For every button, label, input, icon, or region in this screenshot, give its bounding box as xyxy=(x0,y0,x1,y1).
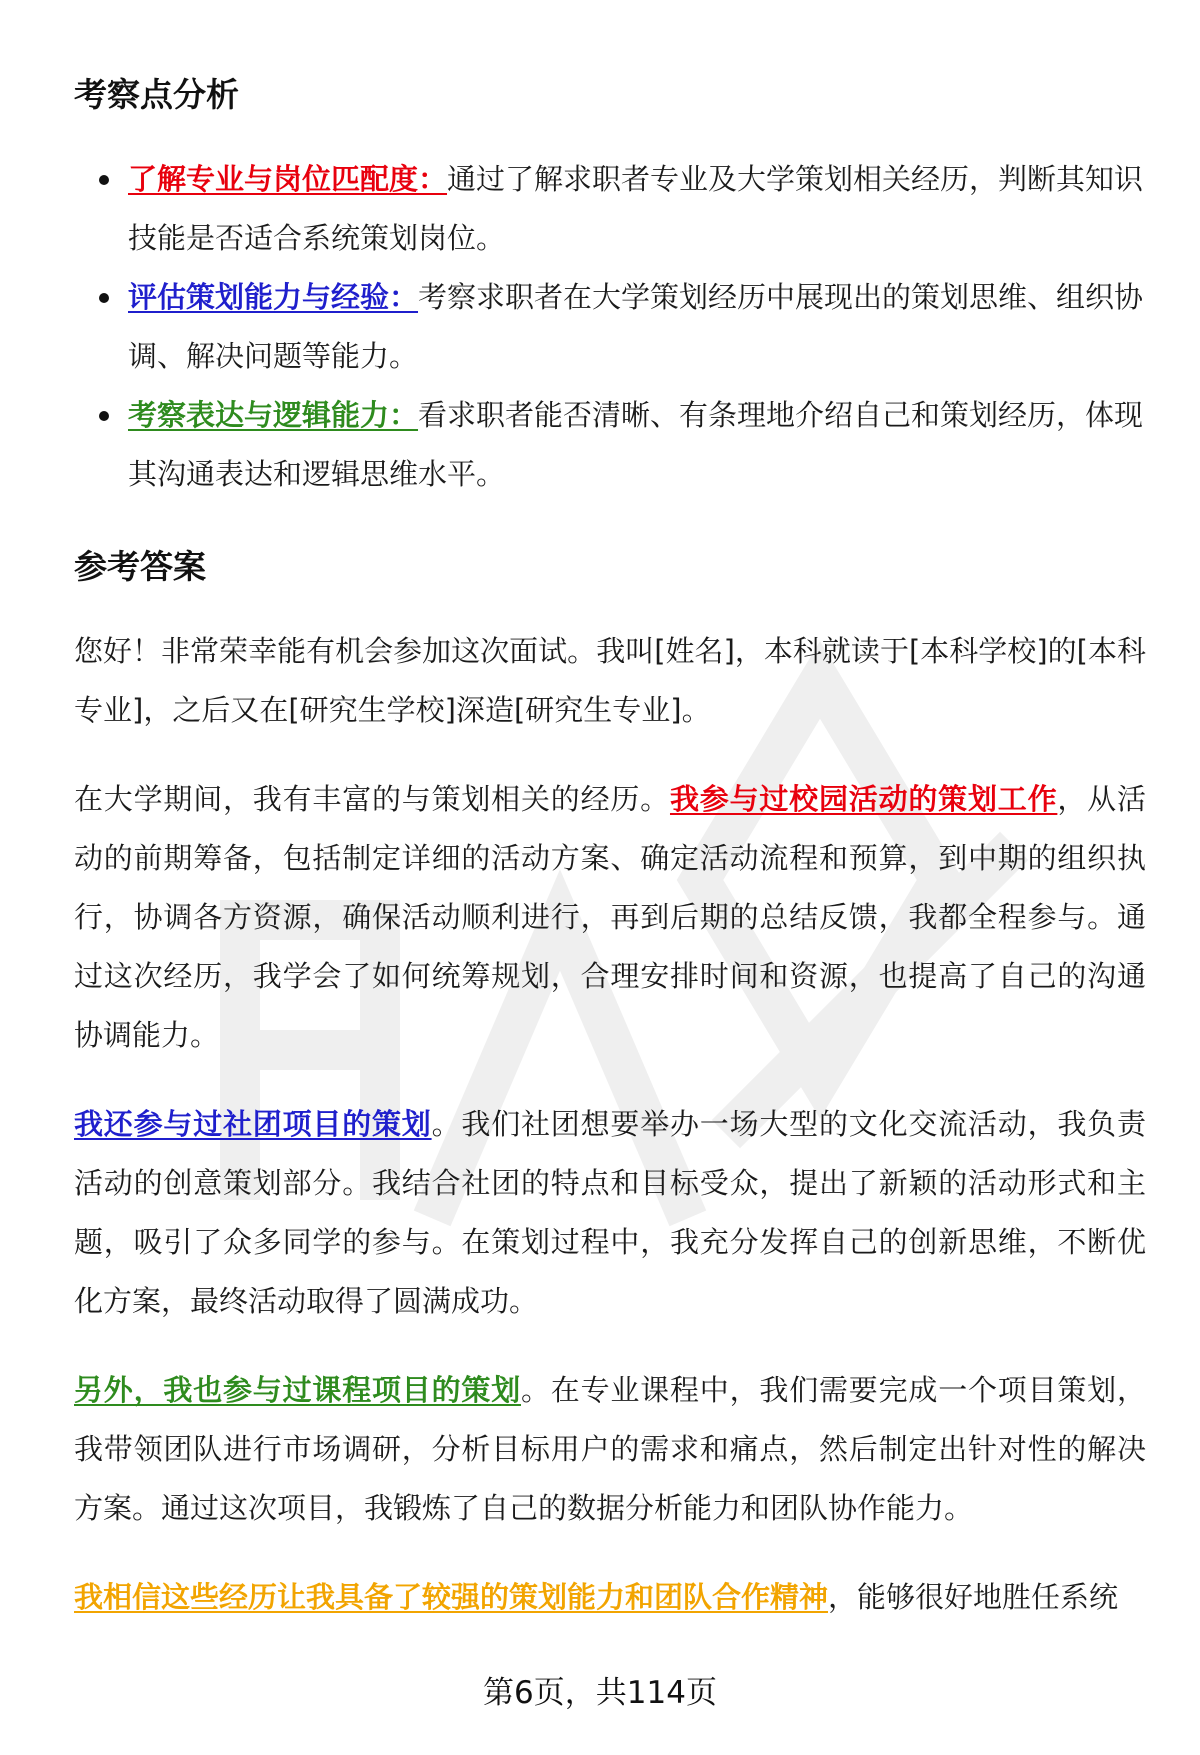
answer-paragraph-conclusion xyxy=(74,1568,1146,1627)
point-text: 考察求职者在大学策划经历中展现出的策划思维、组织协调、解决问题等能力。 xyxy=(128,280,1144,373)
point-text: 看求职者能否清晰、有条理地介绍自己和策划经历，体现其沟通表达和逻辑思维水平。 xyxy=(128,398,1144,491)
point-keyword: 考察表达与逻辑能力： xyxy=(128,398,419,432)
answer-paragraph-course xyxy=(74,1361,1146,1538)
page-content xyxy=(74,70,1146,1657)
point-text: 通过了解求职者专业及大学策划相关经历，判断其知识技能是否适合系统策划岗位。 xyxy=(128,162,1144,255)
bullet-dot-icon xyxy=(99,411,109,421)
list-item xyxy=(74,386,1146,504)
analysis-point-list xyxy=(74,150,1146,504)
point-keyword: 评估策划能力与经验： xyxy=(128,280,419,314)
bullet-dot-icon xyxy=(99,175,109,185)
list-item xyxy=(74,150,1146,268)
paragraph-text: 。在专业课程中，我们需要完成一个项目策划，我带领团队进行市场调研，分析目标用户的需求和痛点，然后制定出针对性的解决方案。通过这次项目，我锻炼了自己的数据分析能力和团队协作能力。 xyxy=(74,1373,1146,1525)
bullet-dot-icon xyxy=(99,293,109,303)
answer-paragraph-intro xyxy=(74,622,1146,740)
answer-heading: 参考答案 xyxy=(74,547,206,586)
analysis-heading: 考察点分析 xyxy=(74,75,239,114)
highlight-text: 我参与过校园活动的策划工作 xyxy=(669,782,1058,816)
highlight-text: 我还参与过社团项目的策划 xyxy=(74,1107,432,1141)
paragraph-text: 在大学期间，我有丰富的与策划相关的经历。 xyxy=(74,782,670,816)
highlight-text: 另外，我也参与过课程项目的策划 xyxy=(74,1373,521,1407)
answer-paragraph-club xyxy=(74,1095,1146,1331)
paragraph-text: 。我们社团想要举办一场大型的文化交流活动，我负责活动的创意策划部分。我结合社团的特点和目标受众，提出了新颖的活动形式和主题，吸引了众多同学的参与。在策划过程中，我充分发挥自己的创新思维，不断优化方案，最终活动取得了圆满成功。 xyxy=(74,1107,1146,1318)
paragraph-text: 您好！非常荣幸能有机会参加这次面试。我叫[姓名]，本科就读于[本科学校]的[本科专业]，之后又在[研究生学校]深造[研究生专业]。 xyxy=(74,634,1146,727)
highlight-text: 我相信这些经历让我具备了较强的策划能力和团队合作精神 xyxy=(74,1580,829,1614)
point-keyword: 了解专业与岗位匹配度： xyxy=(128,162,448,196)
answer-paragraph-campus xyxy=(74,770,1146,1065)
list-item xyxy=(74,268,1146,386)
paragraph-text: ，能够很好地胜任系统 xyxy=(828,1580,1119,1614)
page-number: 第6页，共114页 xyxy=(483,1675,717,1711)
paragraph-text: ，从活动的前期筹备，包括制定详细的活动方案、确定活动流程和预算，到中期的组织执行，协调各方资源，确保活动顺利进行，再到后期的总结反馈，我都全程参与。通过这次经历，我学会了如何统筹规划，合理安排时间和资源，也提高了自己的沟通协调能力。 xyxy=(74,782,1146,1052)
